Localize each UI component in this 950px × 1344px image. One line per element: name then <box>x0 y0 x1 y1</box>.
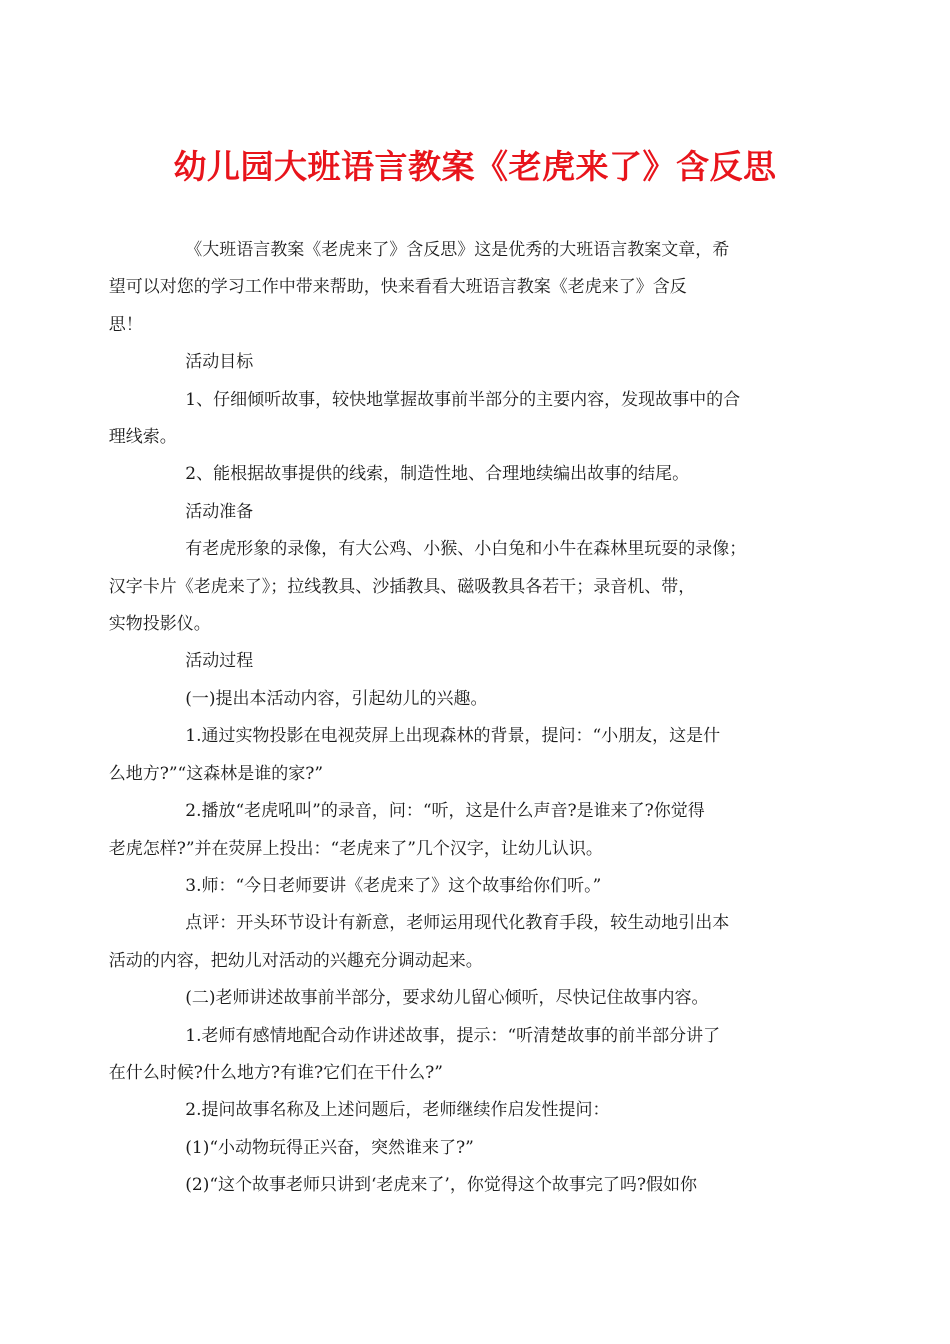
paragraph-line: 老虎怎样?”并在荧屏上投出：“老虎来了”几个汉字，让幼儿认识。 <box>108 838 603 859</box>
paragraph-line: 点评：开头环节设计有新意，老师运用现代化教育手段，较生动地引出本 <box>185 913 730 934</box>
paragraph <box>147 494 807 531</box>
paragraph-line: 汉字卡片《老虎来了》；拉线教具、沙插教具、磁吸教具各若干；录音机、带， <box>108 576 696 597</box>
paragraph-line: 在什么时候?什么地方?有谁?它们在干什么?” <box>108 1062 443 1083</box>
paragraph-line: 2.播放“老虎吼叫”的录音，问：“听，这是什么声音?是谁来了?你觉得 <box>185 801 705 822</box>
paragraph-line: 1.通过实物投影在电视荧屏上出现森林的背景，提问：“小朋友，这是什 <box>185 726 721 747</box>
paragraph-line: (二)老师讲述故事前半部分，要求幼儿留心倾听，尽快记住故事内容。 <box>185 988 709 1009</box>
paragraph <box>147 681 807 718</box>
paragraph-line: 望可以对您的学习工作中带来帮助，快来看看大班语言教案《老虎来了》含反 <box>108 277 687 298</box>
paragraph-line: 活动准备 <box>185 501 254 522</box>
paragraph-line: 有老虎形象的录像，有大公鸡、小猴、小白兔和小牛在森林里玩耍的录像； <box>185 539 747 560</box>
paragraph <box>108 531 807 643</box>
paragraph <box>147 980 807 1017</box>
document-body <box>108 232 807 1205</box>
document-title: 幼儿园大班语言教案《老虎来了》含反思 <box>173 147 777 186</box>
paragraph <box>147 868 807 905</box>
paragraph <box>108 905 807 980</box>
paragraph-line: 1、仔细倾听故事，较快地掌握故事前半部分的主要内容，发现故事中的合 <box>185 389 741 410</box>
paragraph <box>147 643 807 680</box>
paragraph <box>147 344 807 381</box>
paragraph-line: 活动目标 <box>185 352 254 373</box>
paragraph-line: 理线索。 <box>108 427 177 448</box>
paragraph-line: 思！ <box>108 314 143 335</box>
paragraph <box>108 1018 807 1093</box>
paragraph-line: 《大班语言教案《老虎来了》含反思》这是优秀的大班语言教案文章，希 <box>185 240 730 260</box>
paragraph-line: 2、能根据故事提供的线索，制造性地、合理地续编出故事的结尾。 <box>185 464 690 485</box>
paragraph-line: 1.老师有感情地配合动作讲述故事，提示：“听清楚故事的前半部分讲了 <box>185 1025 721 1046</box>
paragraph <box>147 456 807 493</box>
paragraph-line: 实物投影仪。 <box>108 614 211 635</box>
paragraph <box>108 793 807 868</box>
paragraph <box>147 1092 807 1129</box>
paragraph-line: 3.师：“今日老师要讲《老虎来了》这个故事给你们听。” <box>185 875 602 896</box>
paragraph <box>147 1130 807 1167</box>
paragraph <box>108 718 807 793</box>
paragraph-line: (1)“小动物玩得正兴奋，突然谁来了?” <box>185 1137 474 1158</box>
paragraph <box>147 1167 807 1204</box>
paragraph-line: (一)提出本活动内容，引起幼儿的兴趣。 <box>185 688 488 709</box>
paragraph-line: 么地方?”“这森林是谁的家?” <box>108 763 324 784</box>
paragraph <box>108 232 807 344</box>
paragraph <box>108 382 807 457</box>
paragraph-line: 活动的内容，把幼儿对活动的兴趣充分调动起来。 <box>108 950 483 971</box>
paragraph-line: 活动过程 <box>185 651 254 672</box>
paragraph-line: 2.提问故事名称及上述问题后，老师继续作启发性提问： <box>185 1100 610 1121</box>
paragraph-line: (2)“这个故事老师只讲到‘老虎来了’，你觉得这个故事完了吗?假如你 <box>185 1175 697 1196</box>
